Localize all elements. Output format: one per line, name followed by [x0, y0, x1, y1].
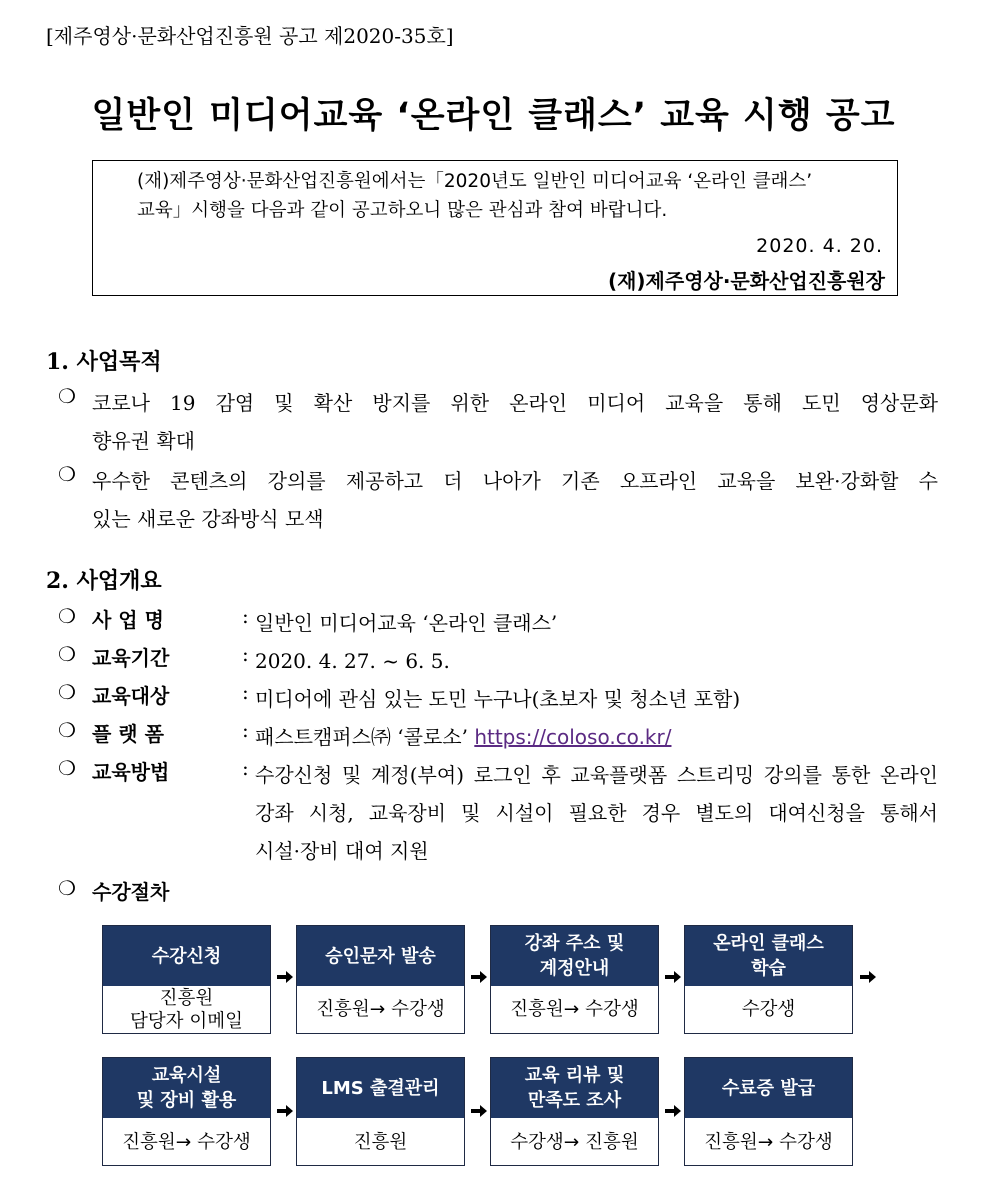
- step-body-line: 진흥원: [159, 987, 214, 1009]
- arrow-right-icon: [860, 971, 876, 983]
- step-header: LMS 출결관리: [297, 1058, 464, 1118]
- item-value: 미디어에 관심 있는 도민 누구나(초보자 및 청소년 포함): [255, 687, 741, 711]
- intro-line-2: 교육」시행을 다음과 같이 공고하오니 많은 관심과 참여 바랍니다.: [137, 200, 668, 221]
- item-label: 교육방법: [92, 760, 170, 784]
- step-header-line: 교육 리뷰 및: [524, 1065, 625, 1086]
- step-lms-attendance: [296, 1057, 465, 1166]
- section-2-heading: 2. 사업개요: [46, 568, 162, 594]
- bullet-text-continued: 향유권 확대: [92, 429, 195, 453]
- step-body: 진흥원→ 수강생: [510, 999, 639, 1020]
- section-1-heading: 1. 사업목적: [46, 349, 162, 375]
- intro-line-1: (재)제주영상·문화산업진흥원에서는「2020년도 일반인 미디어교육 ‘온라인 클래스’: [137, 171, 813, 192]
- bullet-text-continued: 있는 새로운 강좌방식 모색: [92, 507, 324, 531]
- item-colon: :: [242, 680, 249, 704]
- procedure-label: 수강절차: [92, 880, 170, 904]
- step-facility-use: [102, 1057, 271, 1166]
- item-label: 교육기간: [92, 646, 170, 670]
- step-header: 승인문자 발송: [297, 926, 464, 986]
- step-application: [102, 925, 271, 1034]
- step-header: [685, 926, 852, 986]
- item-colon: :: [242, 642, 249, 666]
- bullet-circle-icon: ❍: [58, 642, 76, 666]
- item-value: 일반인 미디어교육 ‘온라인 클래스’: [255, 611, 558, 635]
- item-label: 교육대상: [92, 684, 170, 708]
- item-value: 2020. 4. 27. ~ 6. 5.: [255, 649, 450, 673]
- arrow-right-icon: [471, 971, 487, 983]
- method-line-2: 강좌 시청, 교육장비 및 시설이 필요한 경우 별도의 대여신청을 통해서: [255, 801, 938, 825]
- arrow-right-icon: [277, 971, 293, 983]
- bullet-circle-icon: ❍: [58, 718, 76, 742]
- step-header-line: 학습: [751, 958, 786, 979]
- bullet-circle-icon: ❍: [58, 604, 76, 628]
- arrow-right-icon: [665, 971, 681, 983]
- step-header: [491, 926, 658, 986]
- platform-name: 패스트캠퍼스㈜ ‘콜로소’: [255, 725, 475, 749]
- item-value: [255, 718, 938, 756]
- platform-link[interactable]: https://coloso.co.kr/: [474, 725, 672, 749]
- step-body: [103, 986, 270, 1033]
- bullet-circle-icon: ❍: [58, 680, 76, 704]
- step-review-survey: [490, 1057, 659, 1166]
- step-header: [103, 1058, 270, 1118]
- step-body: 진흥원→ 수강생: [122, 1132, 251, 1153]
- arrow-right-icon: [277, 1105, 293, 1117]
- step-body-line: 담당자 이메일: [129, 1010, 244, 1032]
- intro-organization: (재)제주영상·문화산업진흥원장: [607, 269, 885, 293]
- step-account-info: [490, 925, 659, 1034]
- bullet-circle-icon: ❍: [58, 876, 76, 900]
- step-header-line: 강좌 주소 및: [524, 933, 625, 954]
- step-body: 진흥원→ 수강생: [704, 1132, 833, 1153]
- bullet-text: 코로나 19 감염 및 확산 방지를 위한 온라인 미디어 교육을 통해 도민 영상문화: [92, 391, 938, 415]
- step-body: 진흥원→ 수강생: [316, 999, 445, 1020]
- step-header: 수강신청: [103, 926, 270, 986]
- intro-text: [137, 167, 867, 225]
- item-colon: :: [242, 756, 249, 780]
- notice-number: [제주영상·문화산업진흥원 공고 제2020-35호]: [46, 24, 454, 48]
- step-header-line: 온라인 클래스: [713, 933, 824, 954]
- step-approval-sms: [296, 925, 465, 1034]
- step-header-line: 및 장비 활용: [136, 1090, 237, 1111]
- intro-date: 2020. 4. 20.: [756, 235, 883, 257]
- step-header-line: 계정안내: [539, 958, 610, 979]
- step-online-class: [684, 925, 853, 1034]
- step-body: 진흥원: [353, 1132, 408, 1153]
- method-line-1: 수강신청 및 계정(부여) 로그인 후 교육플랫폼 스트리밍 강의를 통한 온라인: [255, 763, 938, 787]
- item-label: 사 업 명: [92, 608, 164, 632]
- step-header: [491, 1058, 658, 1118]
- bullet-circle-icon: ❍: [58, 462, 76, 486]
- step-certificate: [684, 1057, 853, 1166]
- intro-box: [92, 160, 898, 296]
- bullet-text: 우수한 콘텐츠의 강의를 제공하고 더 나아가 기존 오프라인 교육을 보완·강화할 수: [92, 469, 938, 493]
- bullet-circle-icon: ❍: [58, 756, 76, 780]
- step-body: 수강생: [741, 999, 796, 1020]
- bullet-circle-icon: ❍: [58, 384, 76, 408]
- item-colon: :: [242, 604, 249, 628]
- step-header-line: 만족도 조사: [527, 1090, 622, 1111]
- step-body: 수강생→ 진흥원: [510, 1132, 639, 1153]
- arrow-right-icon: [665, 1105, 681, 1117]
- step-header-line: 교육시설: [151, 1065, 222, 1086]
- method-line-3: 시설·장비 대여 지원: [255, 839, 429, 863]
- page-title: 일반인 미디어교육 ‘온라인 클래스’ 교육 시행 공고: [91, 96, 896, 136]
- item-colon: :: [242, 718, 249, 742]
- arrow-right-icon: [471, 1105, 487, 1117]
- item-label: 플 랫 폼: [92, 722, 164, 746]
- step-header: 수료증 발급: [685, 1058, 852, 1118]
